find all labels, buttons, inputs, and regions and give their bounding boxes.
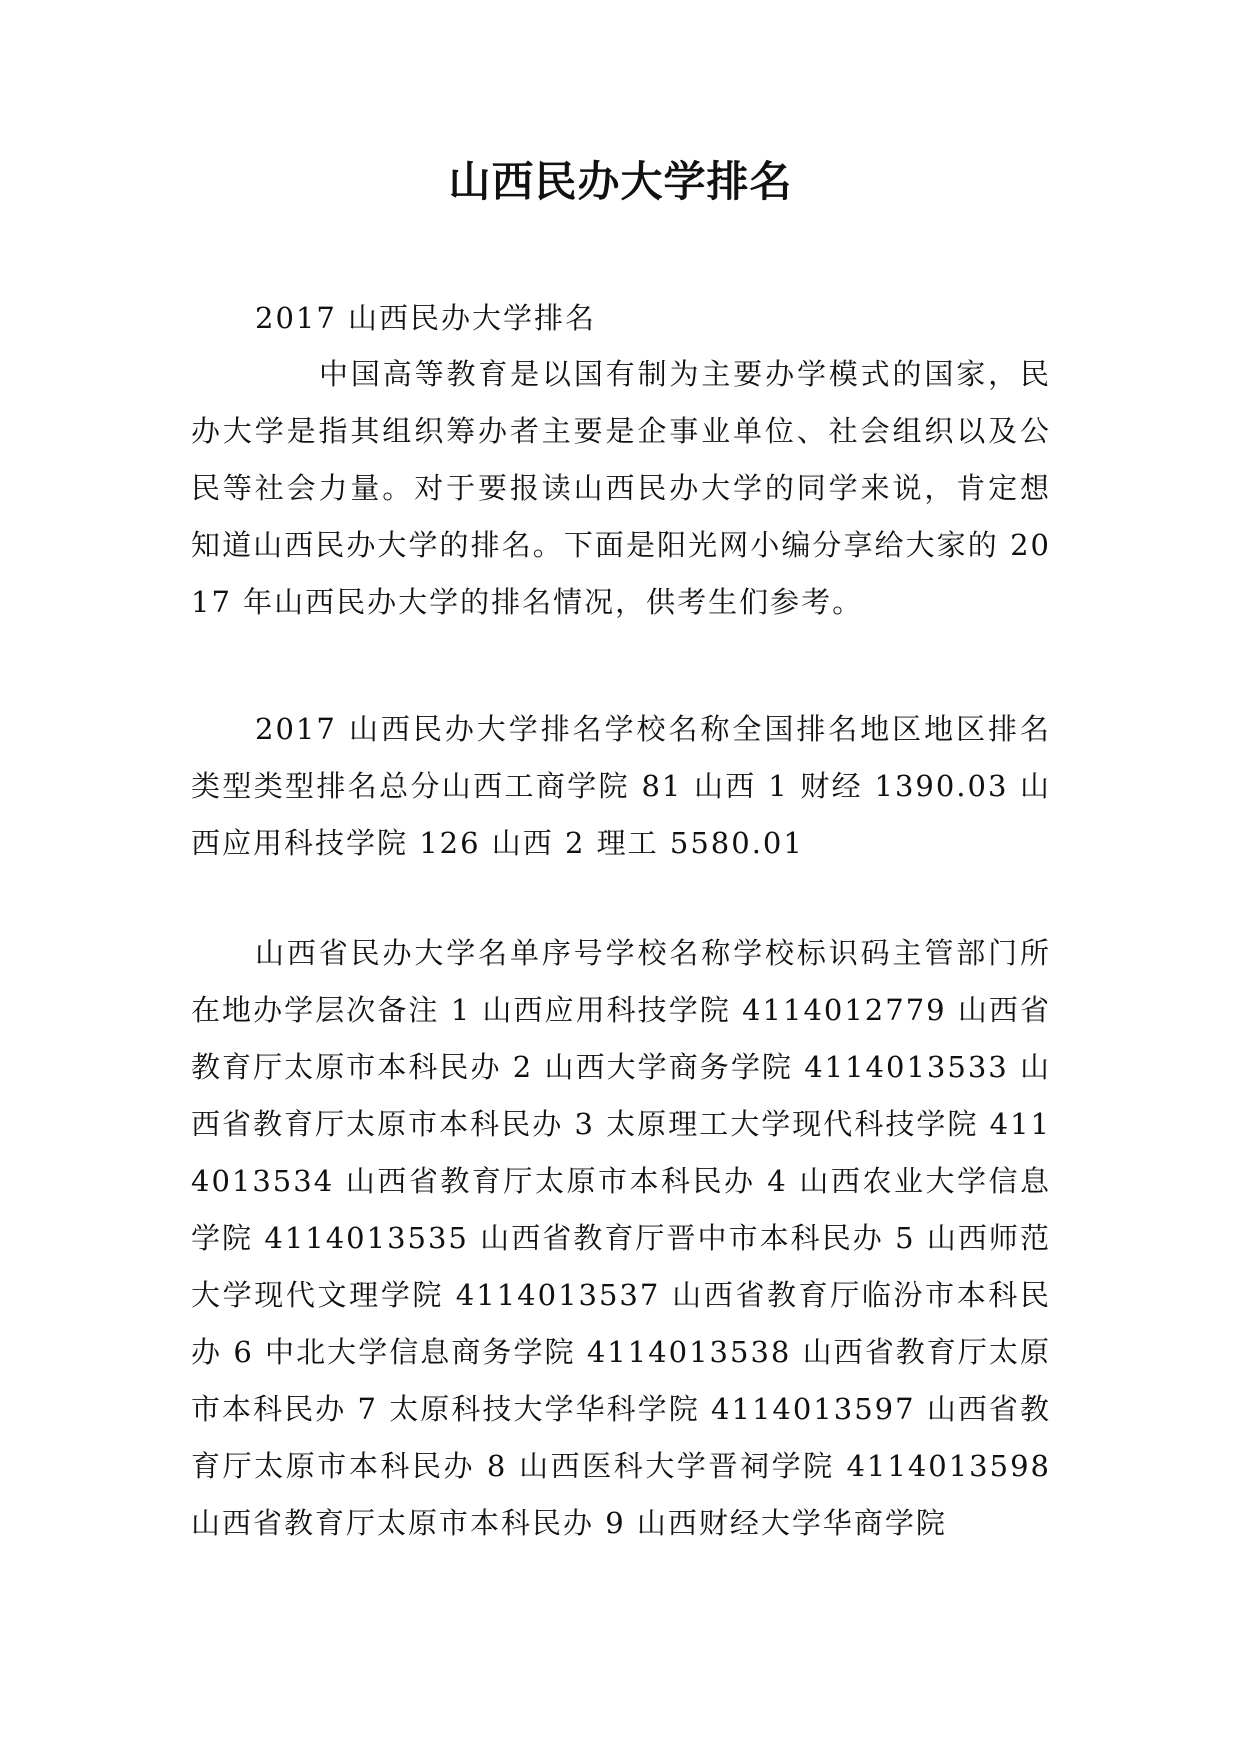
intro-paragraph: 中国高等教育是以国有制为主要办学模式的国家，民办大学是指其组织筹办者主要是企事业单位、社会组织以及公民等社会力量。对于要报读山西民办大学的同学来说，肯定想知道山西民办大学的排名。下面是阳光网小编分享给大家的 2017 年山西民办大学的排名情况，供考生们参考。 xyxy=(191,357,1051,619)
page-title: 山西民办大学排名 xyxy=(448,157,793,206)
school-list-paragraph: 山西省民办大学名单序号学校名称学校标识码主管部门所在地办学层次备注 1 山西应用科技学院 4114012779 山西省教育厅太原市本科民办 2 山西大学商务学院 4114013533 山西省教育厅太原市本科民办 3 太原理工大学现代科技学院 4114013534 山西省教育厅太原市本科民办 4 山西农业大学信息学院 4114013535 山西省教育厅晋中市本科民办 5 山西师范大学现代文理学院 4114013537 山西省教育厅临汾市本科民办 6 中北大学信息商务学院 4114013538 山西省教育厅太原市本科民办 7 太原科技大学华科学院 4114013597 山西省教育厅太原市本科民办 8 山西医科大学晋祠学院 4114013598 山西省教育厅太原市本科民办 9 山西财经大学华商学院 xyxy=(191,936,1051,1540)
subtitle-paragraph: 2017 山西民办大学排名 xyxy=(255,301,597,335)
ranking-paragraph: 2017 山西民办大学排名学校名称全国排名地区地区排名类型类型排名总分山西工商学院 81 山西 1 财经 1390.03 山西应用科技学院 126 山西 2 理工 5580.01 xyxy=(191,712,1051,860)
